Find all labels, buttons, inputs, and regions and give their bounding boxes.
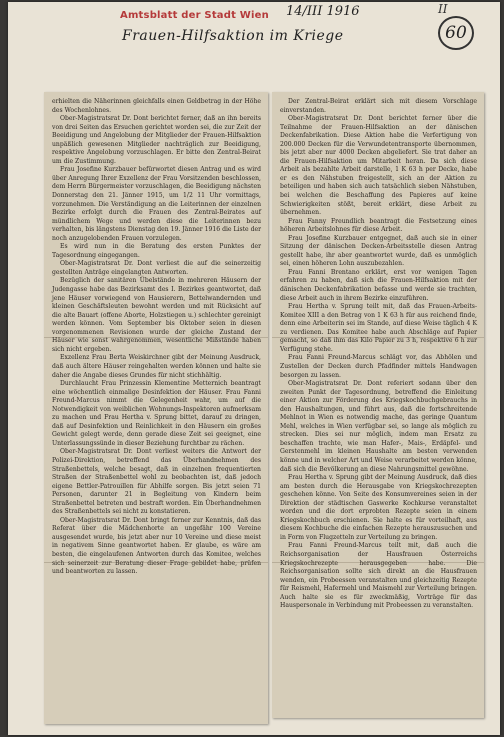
paragraph: Ober-Magistratsrat Dr. Dont bringt ferner zur Kenntnis, daß das Referat über die Mädchenhorte an ungefähr 100 Vereine ausgesendet wurde, bis jetzt aber nur 10 Vereine und diese meist in negativem Sinne geantwortet haben. Er glaube, es wäre am besten, die eingelaufenen Antworten durch das Komitee, welches sich seinerzeit zur Beratung dieser Frage gebildet habe, prüfen und beantworten zu lassen. (52, 516, 261, 576)
fold-line (44, 562, 268, 563)
paragraph: Der Zentral-Beirat erklärt sich mit diesem Vorschlage einverstanden. (280, 98, 477, 114)
paragraph: Frau Hertha v. Sprung gibt der Meinung Ausdruck, daß dies am besten durch die Herausgabe von Kriegskochrezepten geschehen könne. Von Seite des Konsumvereines seien in der Direktion der städtischen Gaswerke Kochkurse veranstaltet worden und die dort erprobten Rezepte seien in einem Kriegskochbuch erschienen. Sie halte es für vorteilhaft, aus diesem Kochbuche die einfachen Rezepte herauszusuchen und in Form von Flugzetteln zur Verteilung zu bringen. (280, 474, 477, 541)
paragraph: Ober-Magistratsrat Dr. Dont verliest die auf die seinerzeitig gestellten Anträge eingelangten Antworten. (52, 260, 261, 276)
paragraph: Frau Fanni Brentano erklärt, erst vor wenigen Tagen erfahren zu haben, daß sich die Frauen-Hilfsaktion mit der dänischen Deckenfabrikation befasse und werde sie trachten, diese Arbeit auch in ihrem Bezirke einzuführen. (280, 268, 477, 302)
sheet-number: II (438, 2, 448, 16)
paragraph: Ober-Magistratsrat Dr. Dont berichtet ferner, daß an ihn bereits von drei Seiten das Ersuchen gerichtet worden sei, die zur Zeit der Beeidigung und Angelobung der Mitglieder der Frauen-Hilfsaktion unpäßlich gewesenen Mitglieder nachträglich zur Beeidigung, respektive Angelobung vorzuschlagen. Er bitte den Zentral-Beirat um die Zustimmung. (52, 115, 261, 165)
paragraph: Frau Hertha v. Sprung teilt mit, daß das Frauen-Arbeits-Komitee XIII a den Betrag von 1 K 63 h für aus reichend finde, denn eine Arbeiterin sei im Stande, auf diese Weise täglich 4 K zu verdienen. Das Komitee habe auch Abschläge auf Papier gemacht, so daß ihm das Kilo Papier zu 3 h, respektive 6 h zur Verfügung stehe. (280, 303, 477, 353)
fold-line (44, 337, 268, 338)
clipping-right-column (272, 92, 484, 718)
circled-page-number: 60 (438, 16, 474, 50)
fold-line (272, 562, 484, 563)
paragraph: Bezüglich der sanitären Übelstände in mehreren Häusern der Judengasse habe das Bezirksamt des I. Bezirkes geantwortet, daß jene Häuser vorwiegend von Hausierern, Bettelwandernden und kleinen Geschäftsleuten bewohnt werden und mit Rücksicht auf die alte Bauart (offene Aborte, Holzstiegen u.) schlechter gereinigt werden können. Vom September bis Oktober seien in diesen vorgenommenen Revisionen wurde der gleiche Zustand der Häuser wie sonst wahrgenommen, wesentliche Mißstände haben sich nicht ergeben. (52, 277, 261, 353)
paragraph: Ober-Magistratsrat Dr. Dont verliest weiters die Antwort der Polizei-Direktion, betreffend das Überhandnehmen des Straßenbettels, welche besagt, daß in einzelnen frequentierten Straßen der Straßenbettel wohl zu beobachten ist, daß jedoch eigene Bettler-Patrouillen für Abhilfe sorgen. Bis jetzt seien 71 Personen, darunter 21 in Begleitung von Kindern beim Straßenbettel betreten und bestraft worden. Ein Überhandnehmen des Straßenbettels sei nicht zu konstatieren. (52, 448, 261, 516)
paragraph: Frau Josefine Kurzbauer entgegnet, daß auch sie in einer Sitzung der dänischen Decken-Arbeitsstelle diesen Antrag gestellt habe, ihr aber geantwortet wurde, daß es unmöglich sei, einen höheren Lohn auszubezahlen. (280, 234, 477, 268)
paragraph: Es wird nun in die Beratung des ersten Punktes der Tagesordnung eingegangen. (52, 243, 261, 259)
clipping-left-column (44, 92, 268, 724)
fold-line (272, 337, 484, 338)
paragraph: erhielten die Näherinnen gleichfalls einen Geldbetrag in der Höhe des Wochenlohnes. (52, 98, 261, 114)
right-column-text (272, 92, 484, 615)
paragraph: Frau Josefine Kurzbauer befürwortet diesen Antrag und es wird über Anregung Ihrer Exzellenz der Frau Vorsitzenden beschlossen, dem Herrn Bürgermeister vorzuschlagen, die Beeidigung nächsten Donnerstag den 21. Jänner 1915, um 1/2 11 Uhr vormittags, vorzunehmen. Die Verständigung an die Leiterinnen der einzelnen Bezirke erfolgt durch die Frauen des Zentral-Beirates auf mündlichem Wege und werden diese die Leiterinnen bezu verhalten, bis längstens Dienstag den 19. Jänner 1916 die Liste der noch anzugelobenden Frauen vorzulegen. (52, 166, 261, 242)
handwritten-title: Frauen-Hilfsaktion im Kriege (122, 28, 344, 44)
handwritten-date: 14/III 1916 (286, 4, 360, 19)
paragraph: Frau Fanny Freundlich beantragt die Festsetzung eines höheren Arbeitslohnes für diese Arbeit. (280, 217, 477, 234)
newspaper-stamp: Amtsblatt der Stadt Wien (120, 10, 269, 21)
paragraph: Frau Fanni Freund-Marcus teilt mit, daß auch die Reichsorganisation der Hausfrauen Österreichs Kriegskochrezepte herausgegeben habe. Die Reichsorganisation sollte sich direkt an die Hausfrauen wenden, ein Probeessen veranstalten und gleichzeitig Rezepte für Reismehl, Hafermehl und Maismehl zur Verteilung bringen. Auch halte sie es für zweckmäßig, Vorträge für das Hauspersonale in Verbindung mit Probeessen zu veranstalten. (280, 542, 477, 610)
paragraph: Ober-Magistratsrat Dr. Dont referiert sodann über den zweiten Punkt der Tagesordnung, betreffend die Einleitung einer Aktion zur Förderung des Kriegskochbuchgebrauchs in den Haushaltungen, und führt aus, daß die fortschreitende Mehlnot in Wien es notwendig mache, das geringe Quantum Mehl, welches in Wien verfügbar sei, so lange als möglich zu strecken. Dies sei nur möglich, indem man Ersatz zu beschaffen trachte, wie man Hafer-, Mais-, Erdäpfel- und Gerstenmehl im kleinen Haushalte am besten verwenden könne und in welcher Art und Weise verarbeitet werden könne, daß sich die Bevölkerung an diese Nahrungsmittel gewöhne. (280, 380, 477, 473)
paragraph: Durchlaucht Frau Prinzessin Klementine Metternich beantragt eine wöchentlich einmalige Desinfektion der Häuser. Frau Fanni Freund-Marcus nimmt die Gelegenheit wahr, um auf die Notwendigkeit von weiblichen Wohnungs-Inspektoren aufmerksam zu machen und Frau Hertha v. Sprung bittet, darauf zu dringen, daß auf Desinfektion und Reinlichkeit in den Häusern ein großes Gewicht gelegt werde, denn gerade diese Zeit sei geeignet, eine Unterlassungssünde in dieser Beziehung furchtbar zu rächen. (52, 380, 261, 447)
paragraph: Frau Fanni Freund-Marcus schlägt vor, das Abhölen und Zustellen der Decken durch Pfadfinder mittels Handwagen besorgen zu lassen. (280, 354, 477, 379)
paragraph: Ober-Magistratsrat Dr. Dont berichtet ferner über die Teilnahme der Frauen-Hilfsaktion an der dänischen Deckenfabrikation. Diese Aktion habe die Verfertigung von 200.000 Decken für die Verwundetentransporte übernommen, bis jetzt aber nur 4000 Decken abgeliefert. Sie trat daher an die Frauen-Hilfsaktion um Mitarbeit heran. Da sich diese Arbeit als bezahlte Arbeit darstelle, 1 K 63 h per Decke, habe er es den Nähstuben freigestellt, sich an der Aktion zu beteiligen und haben sich auch tatsächlich sieben Nähstuben, bei welchen die Beschaffung des Papieres auf keine Schwierigkeiten stößt, bereit erklärt, diese Arbeit zu übernehmen. (280, 115, 477, 217)
paragraph: Exzellenz Frau Berta Weiskirchner gibt der Meinung Ausdruck, daß auch ältere Häuser reingehalten werden können und halte sie daher die Angabe dieses Grundes für nicht stichhältig. (52, 354, 261, 379)
